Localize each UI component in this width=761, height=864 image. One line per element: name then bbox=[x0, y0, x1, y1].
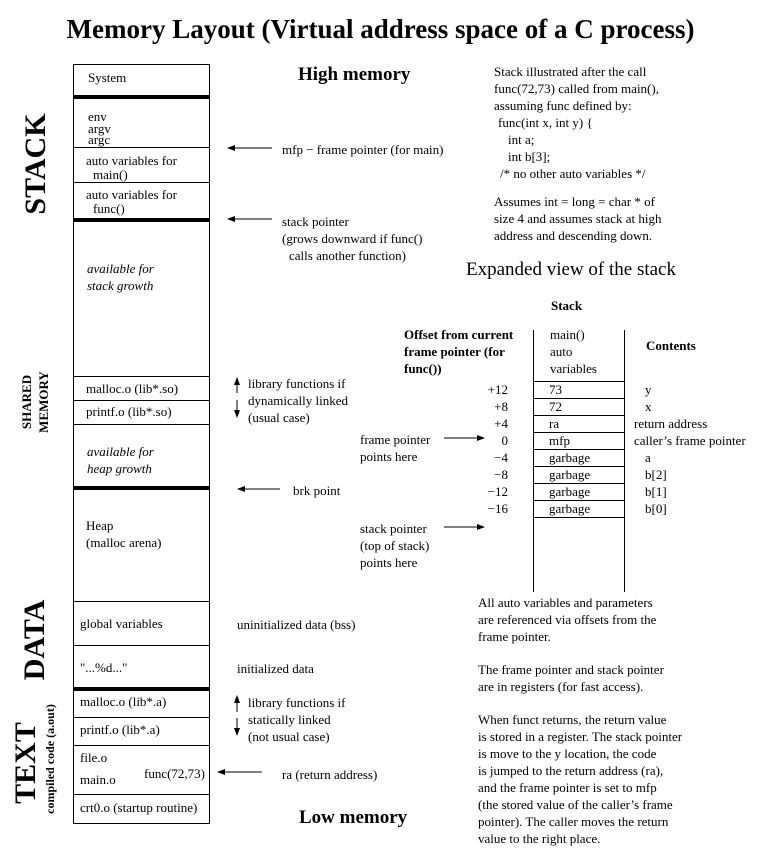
stack-row-offset: 0 bbox=[501, 433, 508, 448]
note-line: When funct returns, the return value bbox=[478, 712, 667, 727]
segment-malloc-so: malloc.o (lib*.so) bbox=[86, 381, 179, 396]
segment-auto-main-line1: auto variables for bbox=[86, 153, 177, 168]
segment-available-stack-line2: stack growth bbox=[87, 278, 154, 293]
segment-printf-a: printf.o (lib*.a) bbox=[80, 722, 160, 737]
stack-row-offset: +4 bbox=[494, 416, 508, 431]
segment-heap-line2: (malloc arena) bbox=[86, 535, 162, 550]
note-line: func(72,73) called from main(), bbox=[494, 81, 659, 96]
region-label-text: TEXT bbox=[9, 722, 42, 804]
main-auto-line3: variables bbox=[550, 361, 597, 376]
stack-row-content: y bbox=[645, 382, 652, 397]
frame-pointer-label bbox=[360, 431, 430, 465]
note-line: address and descending down. bbox=[494, 228, 653, 243]
region-label-shared-line1: SHARED bbox=[19, 374, 34, 430]
stack-top-label bbox=[360, 520, 429, 571]
stack-row-cell bbox=[533, 449, 625, 466]
offset-header bbox=[404, 326, 513, 377]
note-line: The frame pointer and stack pointer bbox=[478, 662, 664, 677]
static-lib-label bbox=[248, 694, 345, 745]
segment-available-stack-line1: available for bbox=[87, 261, 154, 276]
note-line: assuming func defined by: bbox=[494, 98, 632, 113]
stack-row-cell bbox=[533, 381, 625, 398]
note-line: value to the right place. bbox=[478, 831, 601, 846]
ra-label: ra (return address) bbox=[282, 767, 378, 782]
dynamic-lib-line1: library functions if bbox=[248, 376, 346, 391]
region-label-text-sub: compiled code (a.out) bbox=[43, 704, 57, 814]
note-line: Stack illustrated after the call bbox=[494, 64, 647, 79]
segment-argc: argc bbox=[88, 132, 111, 147]
contents-header: Contents bbox=[646, 338, 696, 353]
segment-heap-line1: Heap bbox=[86, 518, 114, 533]
bss-label: uninitialized data (bss) bbox=[237, 617, 356, 632]
static-lib-line1: library functions if bbox=[248, 695, 346, 710]
init-data-label: initialized data bbox=[237, 661, 314, 676]
segment-string: "...%d..." bbox=[80, 660, 128, 675]
stack-row-value: ra bbox=[549, 416, 560, 431]
stack-row-cell bbox=[533, 483, 625, 500]
segment-main: main.o bbox=[80, 772, 116, 787]
segment-auto-func-line1: auto variables for bbox=[86, 187, 177, 202]
stack-row-value: 73 bbox=[549, 382, 562, 397]
stack-row-value: 72 bbox=[549, 399, 562, 414]
stack-row-content: b[1] bbox=[645, 484, 667, 499]
static-lib-line3: (not usual case) bbox=[248, 729, 330, 744]
segment-available-heap-line2: heap growth bbox=[87, 461, 152, 476]
stack-top-line1: stack pointer bbox=[360, 521, 427, 536]
stack-row-cell bbox=[533, 432, 625, 449]
dynamic-lib-line3: (usual case) bbox=[248, 410, 310, 425]
note-line: Assumes int = long = char * of bbox=[494, 194, 655, 209]
stack-row-value: garbage bbox=[549, 484, 591, 499]
region-label-shared-line2: MEMORY bbox=[36, 371, 51, 433]
stack-row-cell bbox=[533, 466, 625, 483]
note-line: frame pointer. bbox=[478, 629, 551, 644]
frame-pointer-line1: frame pointer bbox=[360, 432, 431, 447]
note-line: are in registers (for fast access). bbox=[478, 679, 644, 694]
dynamic-lib-label bbox=[248, 375, 348, 426]
stack-row-offset: −12 bbox=[487, 484, 508, 499]
stack-row-content: b[2] bbox=[645, 467, 667, 482]
segment-func-call: func(72,73) bbox=[144, 766, 206, 781]
stack-row-bottom-border bbox=[533, 517, 625, 518]
low-memory-label: Low memory bbox=[299, 807, 408, 828]
stack-row-content: a bbox=[645, 450, 651, 465]
stack-row-offset: +12 bbox=[487, 382, 508, 397]
stack-pointer-label bbox=[282, 213, 422, 264]
mfp-label: mfp − frame pointer (for main) bbox=[282, 142, 444, 157]
note-line: is jumped to the return address (ra), bbox=[478, 763, 664, 778]
stack-row-content: x bbox=[645, 399, 652, 414]
notes-bottom bbox=[478, 594, 682, 847]
segment-argv: argv bbox=[88, 121, 111, 136]
high-memory-label: High memory bbox=[298, 64, 411, 85]
stack-row-value: garbage bbox=[549, 467, 591, 482]
note-line: func(int x, int y) { bbox=[498, 115, 593, 130]
stack-row-content: b[0] bbox=[645, 501, 667, 516]
stack-top-line3: points here bbox=[360, 555, 418, 570]
note-line: int a; bbox=[508, 132, 535, 147]
note-line: is stored in a register. The stack pointer bbox=[478, 729, 683, 744]
main-auto-line2: auto bbox=[550, 344, 573, 359]
note-line: size 4 and assumes stack at high bbox=[494, 211, 662, 226]
note-line: (the stored value of the caller’s frame bbox=[478, 797, 673, 812]
segment-printf-so: printf.o (lib*.so) bbox=[86, 404, 172, 419]
offset-header-line3: func()) bbox=[404, 361, 442, 376]
segment-malloc-a: malloc.o (lib*.a) bbox=[80, 694, 167, 709]
stack-row-value: garbage bbox=[549, 450, 591, 465]
note-line: are referenced via offsets from the bbox=[478, 612, 657, 627]
note-line: pointer). The caller moves the return bbox=[478, 814, 669, 829]
note-line: int b[3]; bbox=[508, 149, 551, 164]
offset-header-line1: Offset from current bbox=[404, 327, 514, 342]
segment-available-heap-line1: available for bbox=[87, 444, 154, 459]
note-line: All auto variables and parameters bbox=[478, 595, 653, 610]
dynamic-lib-line2: dynamically linked bbox=[248, 393, 349, 408]
segment-auto-func-line2: func() bbox=[93, 201, 125, 216]
segment-system: System bbox=[88, 70, 127, 85]
note-line: and the frame pointer is set to mfp bbox=[478, 780, 657, 795]
stack-row-cell bbox=[533, 415, 625, 432]
static-lib-line2: statically linked bbox=[248, 712, 331, 727]
offset-header-line2: frame pointer (for bbox=[404, 344, 505, 359]
stack-row-cell bbox=[533, 398, 625, 415]
frame-pointer-line2: points here bbox=[360, 449, 418, 464]
stack-pointer-line1: stack pointer bbox=[282, 214, 349, 229]
expanded-view-title: Expanded view of the stack bbox=[466, 259, 676, 280]
note-line: /* no other auto variables */ bbox=[500, 166, 646, 181]
segment-crt0: crt0.o (startup routine) bbox=[80, 800, 198, 815]
stack-row-offset: +8 bbox=[494, 399, 508, 414]
segment-auto-main-line2: main() bbox=[93, 167, 128, 182]
stack-row-value: mfp bbox=[549, 433, 570, 448]
stack-row-offset: −4 bbox=[494, 450, 508, 465]
stack-row-offset: −16 bbox=[487, 501, 508, 516]
stack-top-line2: (top of stack) bbox=[360, 538, 430, 553]
stack-pointer-line2: (grows downward if func() bbox=[282, 231, 423, 246]
region-label-data: DATA bbox=[18, 599, 51, 681]
stack-row-offset: −8 bbox=[494, 467, 508, 482]
stack-row-content: caller’s frame pointer bbox=[634, 433, 746, 448]
brk-label: brk point bbox=[293, 483, 341, 498]
segment-env: env bbox=[88, 109, 107, 124]
note-line: is move to the y location, the code bbox=[478, 746, 657, 761]
notes-top bbox=[494, 63, 662, 244]
stack-row-cell bbox=[533, 500, 625, 517]
region-label-stack: STACK bbox=[19, 113, 52, 215]
main-auto-label bbox=[550, 326, 597, 377]
segment-file: file.o bbox=[80, 750, 108, 765]
main-auto-line1: main() bbox=[550, 327, 585, 342]
segment-globals: global variables bbox=[80, 616, 163, 631]
stack-row-content: return address bbox=[634, 416, 708, 431]
stack-pointer-line3: calls another function) bbox=[289, 248, 406, 263]
page-title: Memory Layout (Virtual address space of a C process) bbox=[66, 14, 695, 44]
stack-header: Stack bbox=[551, 298, 583, 313]
stack-row-value: garbage bbox=[549, 501, 591, 516]
